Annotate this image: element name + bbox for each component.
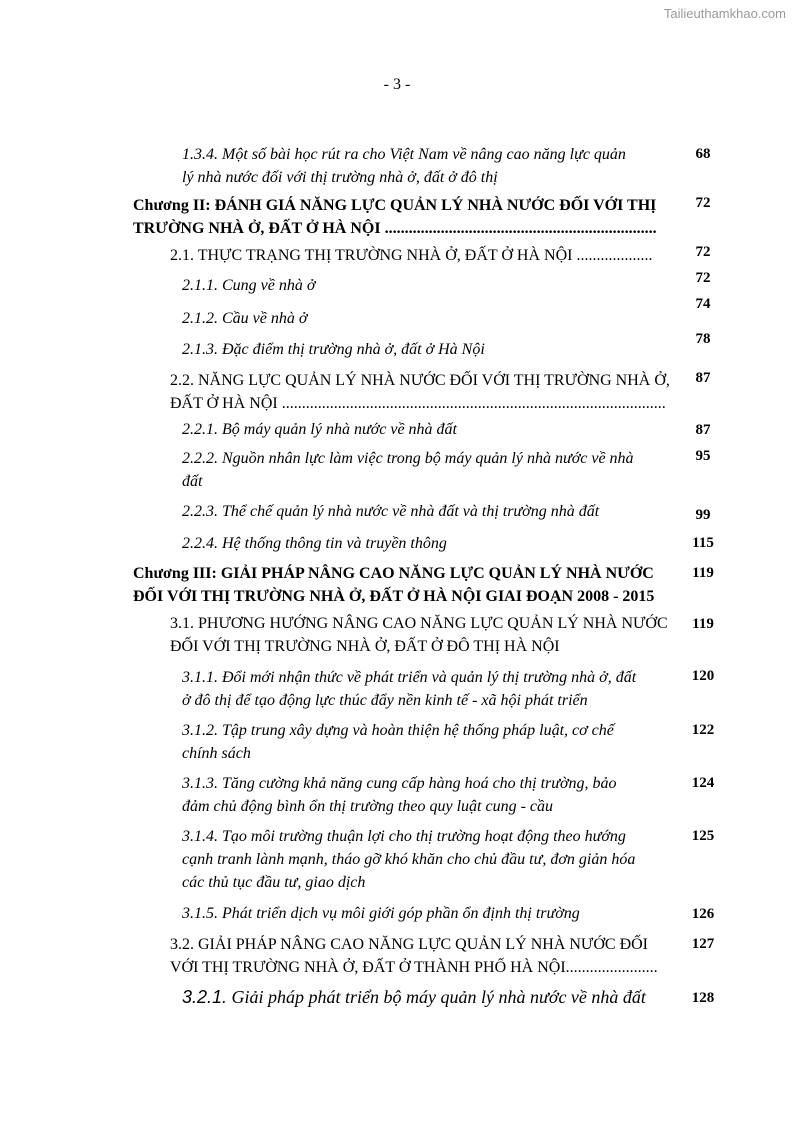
toc-entry-text: Chương II: ĐÁNH GIÁ NĂNG LỰC QUẢN LÝ NHÀ NƯỚC ĐỐI VỚI THỊ	[133, 197, 657, 214]
toc-entry-2-2	[170, 369, 678, 415]
toc-entry-text: các thủ tục đầu tư, giao dịch	[182, 874, 366, 891]
page-number: - 3 -	[383, 76, 411, 93]
toc-entry-3-2-1	[182, 986, 676, 1009]
toc-page-number: 74	[695, 296, 711, 312]
toc-page-number: 122	[691, 722, 715, 738]
toc-page-number: 99	[695, 507, 711, 523]
toc-page-number: 124	[691, 775, 715, 791]
toc-page-number: 119	[692, 565, 714, 581]
toc-page-number: 95	[695, 448, 711, 464]
toc-entry-chapter-2	[133, 194, 659, 240]
toc-entry-text: 2.1. THỰC TRẠNG THỊ TRƯỜNG NHÀ Ở, ĐẤT Ở HÀ NỘI ...................	[170, 247, 653, 264]
toc-entry-text: chính sách	[182, 745, 251, 762]
toc-entry-text: 2.1.3. Đặc điểm thị trường nhà ở, đất ở Hà Nội	[182, 341, 485, 358]
toc-entry-text: 3.1.5. Phát triển dịch vụ môi giới góp phần ổn định thị trường	[182, 905, 580, 922]
toc-entry-text: 3.1. PHƯƠNG HƯỚNG NÂNG CAO NĂNG LỰC QUẢN LÝ NHÀ NƯỚC	[170, 615, 668, 632]
toc-entry-2-1-3	[182, 338, 662, 361]
toc-entry-3-1-1	[182, 666, 676, 712]
toc-entry-text: 3.1.4. Tạo môi trường thuận lợi cho thị trường hoạt động theo hướng	[182, 828, 626, 845]
toc-entry-text: 2.1.2. Cầu về nhà ở	[182, 310, 308, 327]
toc-entry-text: 2.2.3. Thể chế quản lý nhà nước về nhà đất và thị trường nhà đất	[182, 503, 600, 520]
toc-entry-3-1-4	[182, 825, 678, 894]
toc-entry-3-1-5	[182, 902, 662, 925]
toc-entry-text: ở đô thị để tạo động lực thúc đẩy nền kinh tế - xã hội phát triển	[182, 692, 588, 709]
toc-entry-title: Giải pháp phát triển bộ máy quản lý nhà nước về nhà đất	[227, 987, 646, 1007]
toc-page-number: 72	[695, 195, 711, 211]
toc-entry-text: 2.1.1. Cung về nhà ở	[182, 277, 316, 294]
toc-page-number: 125	[691, 828, 715, 844]
toc-entry-text: cạnh tranh lành mạnh, tháo gỡ khó khăn cho chủ đầu tư, đơn giản hóa	[182, 851, 636, 868]
toc-entry-text: đất	[182, 473, 203, 490]
toc-entry-3-1-3	[182, 772, 662, 818]
toc-page-number: 128	[691, 990, 715, 1006]
toc-entry-3-1	[170, 612, 680, 658]
toc-entry-text: Chương III: GIẢI PHÁP NÂNG CAO NĂNG LỰC QUẢN LÝ NHÀ NƯỚC	[133, 565, 654, 582]
toc-page-number: 72	[695, 244, 711, 260]
toc-entry-3-1-2	[182, 719, 662, 765]
toc-page-number: 78	[695, 331, 711, 347]
toc-page-number: 68	[695, 146, 711, 162]
toc-page-number: 87	[695, 370, 711, 386]
toc-page-number: 87	[695, 422, 711, 438]
toc-entry-chapter-3	[133, 562, 679, 608]
toc-entry-text: đảm chủ động bình ổn thị trường theo quy luật cung - cầu	[182, 798, 553, 815]
toc-entry-text: 3.1.1. Đổi mới nhận thức về phát triển và quản lý thị trường nhà ở, đất	[182, 669, 637, 686]
toc-entry-text: 3.2. GIẢI PHÁP NÂNG CAO NĂNG LỰC QUẢN LÝ NHÀ NƯỚC ĐỐI	[170, 936, 648, 953]
toc-page-number: 72	[695, 270, 711, 286]
toc-entry-2-1-2	[182, 307, 662, 330]
toc-entry-text: VỚI THỊ TRƯỜNG NHÀ Ở, ĐẤT Ở THÀNH PHỐ HÀ NỘI.......................	[170, 959, 658, 976]
toc-entry-2-2-4	[182, 532, 662, 555]
toc-entry-text	[182, 986, 676, 1009]
toc-entry-text: ĐỐI VỚI THỊ TRƯỜNG NHÀ Ở, ĐẤT Ở HÀ NỘI GIAI ĐOẠN 2008 - 2015	[133, 588, 655, 605]
toc-entry-2-1-1	[182, 274, 662, 297]
toc-entry-text: 2.2.1. Bộ máy quản lý nhà nước về nhà đất	[182, 421, 457, 438]
toc-page-number: 119	[692, 616, 714, 632]
toc-entry-text: ĐẤT Ở HÀ NỘI ................................................................................................	[170, 395, 666, 412]
toc-entry-text: 3.1.3. Tăng cường khả năng cung cấp hàng hoá cho thị trường, bảo	[182, 775, 617, 792]
toc-page-number: 115	[692, 535, 714, 551]
toc-entry-text: 2.2.4. Hệ thống thông tin và truyền thông	[182, 535, 447, 552]
toc-entry-text: TRƯỜNG NHÀ Ở, ĐẤT Ở HÀ NỘI ....................................................................	[133, 220, 657, 237]
toc-page-number: 126	[691, 906, 715, 922]
toc-page-number: 120	[691, 668, 715, 684]
toc-page-number: 127	[691, 936, 715, 952]
toc-entry-text: 2.2. NĂNG LỰC QUẢN LÝ NHÀ NƯỚC ĐỐI VỚI THỊ TRƯỜNG NHÀ Ở,	[170, 372, 670, 389]
toc-entry-text: 1.3.4. Một số bài học rút ra cho Việt Nam về nâng cao năng lực quản	[182, 146, 626, 163]
toc-entry-text: lý nhà nước đối với thị trường nhà ở, đất ở đô thị	[182, 169, 498, 186]
toc-entry-text: ĐỐI VỚI THỊ TRƯỜNG NHÀ Ở, ĐẤT Ở ĐÔ THỊ HÀ NỘI	[170, 638, 560, 655]
watermark: Tailieuthamkhao.com	[663, 6, 786, 21]
toc-entry-2-1	[170, 244, 670, 267]
toc-entry-3-2	[170, 933, 678, 979]
toc-entry-2-2-2	[182, 447, 676, 493]
toc-entry-number: 3.2.1.	[182, 987, 228, 1007]
toc-entry-text: 2.2.2. Nguồn nhân lực làm việc trong bộ máy quản lý nhà nước về nhà	[182, 450, 634, 467]
toc-entry-2-2-3	[182, 500, 662, 523]
toc-entry-1-3-4	[182, 143, 666, 189]
toc-entry-text: 3.1.2. Tập trung xây dựng và hoàn thiện hệ thống pháp luật, cơ chế	[182, 722, 614, 739]
toc-entry-2-2-1	[182, 418, 662, 441]
